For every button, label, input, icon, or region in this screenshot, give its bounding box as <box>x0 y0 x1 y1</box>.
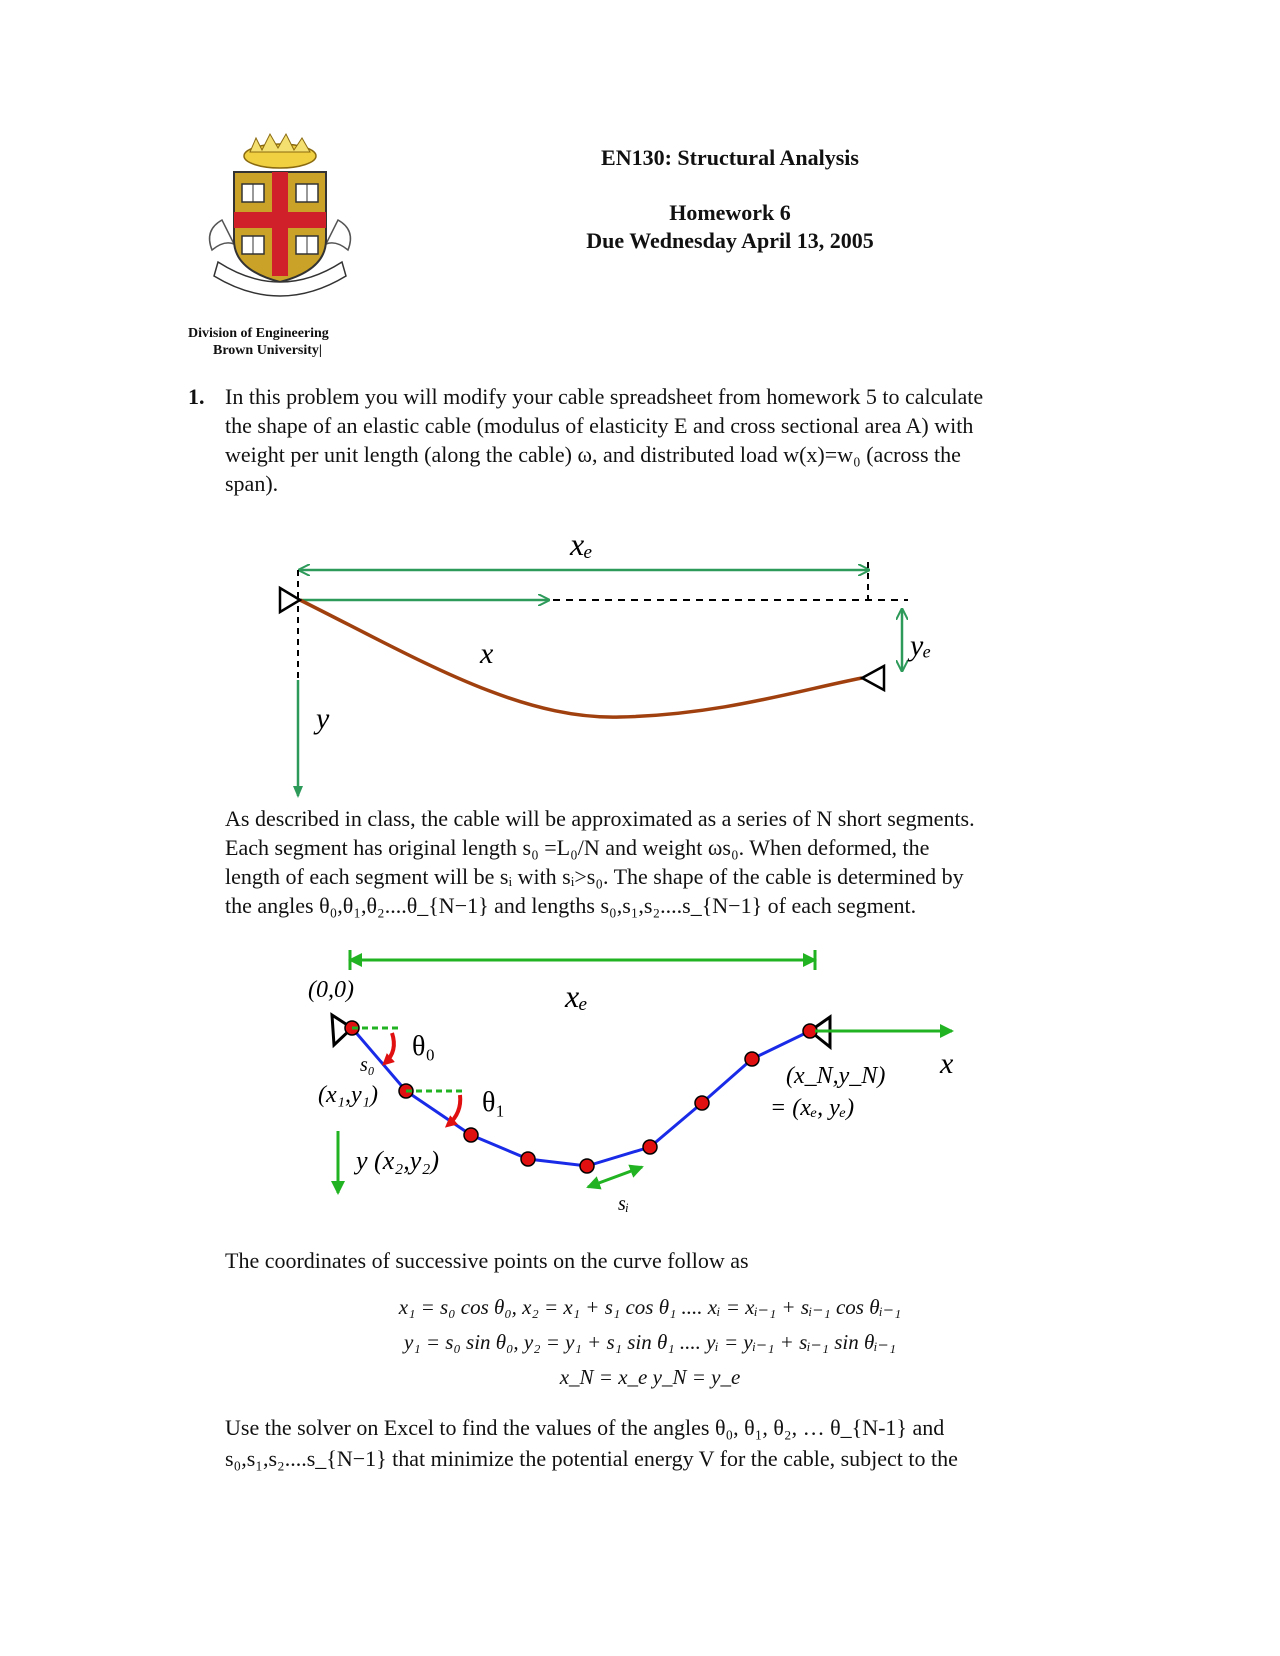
node <box>695 1096 709 1110</box>
equation-line-1: x₁ = s₀ cos θ₀, x₂ = x₁ + s₁ cos θ₁ .... xᵢ = xᵢ₋₁ + sᵢ₋₁ cos θᵢ₋₁ <box>398 1295 902 1319</box>
solver-line-2: s₀,s₁,s₂....s_{N−1} that minimize the potential energy V for the cable, subject to the <box>225 1446 958 1471</box>
intro-line-2: the shape of an elastic cable (modulus of elasticity E and cross sectional area A) with <box>225 413 974 438</box>
coords-intro: The coordinates of successive points on the curve follow as <box>225 1248 749 1273</box>
due-date: Due Wednesday April 13, 2005 <box>586 228 874 253</box>
desc-line-3: length of each segment will be sᵢ with sᵢ>s₀. The shape of the cable is determined by <box>225 864 964 889</box>
intro-line-4: span). <box>225 471 279 496</box>
equation-line-3: x_N = x_e y_N = y_e <box>559 1365 741 1389</box>
node <box>803 1024 817 1038</box>
equations-block <box>300 1290 1000 1395</box>
fig2-pn-label: (x_N,y_N) <box>786 1063 886 1089</box>
solver-paragraph <box>225 1412 1125 1474</box>
fig1-cable <box>300 600 862 717</box>
description-paragraph <box>225 804 1105 920</box>
desc-line-1: As described in class, the cable will be approximated as a series of N short segments. <box>225 806 975 831</box>
node <box>464 1128 478 1142</box>
fig1-x-label: x <box>480 637 494 670</box>
fig2-origin-label: (0,0) <box>308 977 354 1003</box>
fig2-pn-eq-label: = (xₑ, yₑ) <box>770 1095 855 1121</box>
university-label: Brown University| <box>213 343 322 358</box>
fig2-xe-label: xₑ <box>565 978 588 1014</box>
fig1-ye-label: yₑ <box>910 629 932 662</box>
node <box>745 1052 759 1066</box>
node <box>643 1140 657 1154</box>
problem-number: 1. <box>188 384 205 409</box>
fig2-si-label: sᵢ <box>618 1193 629 1215</box>
fig2-s0-label: s₀ <box>360 1054 375 1076</box>
equation-line-2: y₁ = s₀ sin θ₀, y₂ = y₁ + s₁ sin θ₁ .... yᵢ = yᵢ₋₁ + sᵢ₋₁ sin θᵢ₋₁ <box>404 1330 896 1354</box>
cable-figure-2 <box>0 935 1280 1215</box>
homework-title: Homework 6 <box>669 200 791 225</box>
fig2-theta0-label: θ₀ <box>412 1031 436 1062</box>
fig2-theta1-arrow <box>448 1095 460 1125</box>
fig1-xe-label: xₑ <box>570 526 593 562</box>
fig2-p2-label: y (x₂,y₂) <box>356 1146 440 1175</box>
node <box>580 1159 594 1173</box>
course-title: EN130: Structural Analysis <box>601 145 859 170</box>
solver-line-1: Use the solver on Excel to find the values of the angles θ₀, θ₁, θ₂, … θ_{N-1} and <box>225 1415 945 1440</box>
problem-intro <box>225 382 1105 498</box>
fig2-si-dimension <box>588 1167 642 1187</box>
fig1-right-support-icon <box>862 666 884 690</box>
desc-line-2: Each segment has original length s₀ =L₀/N and weight ωs₀. When deformed, the <box>225 835 930 860</box>
intro-line-3: weight per unit length (along the cable) ω, and distributed load w(x)=w₀ (across the <box>225 442 961 467</box>
shield-icon <box>200 130 360 300</box>
node <box>521 1152 535 1166</box>
fig2-p1-label: (x₁,y₁) <box>318 1082 378 1108</box>
intro-line-1: In this problem you will modify your cable spreadsheet from homework 5 to calculate <box>225 384 984 409</box>
desc-line-4: the angles θ₀,θ₁,θ₂....θ_{N−1} and lengths s₀,s₁,s₂....s_{N−1} of each segment. <box>225 893 917 918</box>
fig2-x-label: x <box>940 1047 954 1080</box>
fig2-theta1-label: θ₁ <box>482 1087 506 1118</box>
fig1-y-label: y <box>316 702 330 735</box>
cable-figure-1 <box>0 520 1280 810</box>
fig2-theta0-arrow <box>385 1033 394 1063</box>
brown-university-logo <box>200 130 360 300</box>
division-label: Division of Engineering <box>188 326 329 341</box>
